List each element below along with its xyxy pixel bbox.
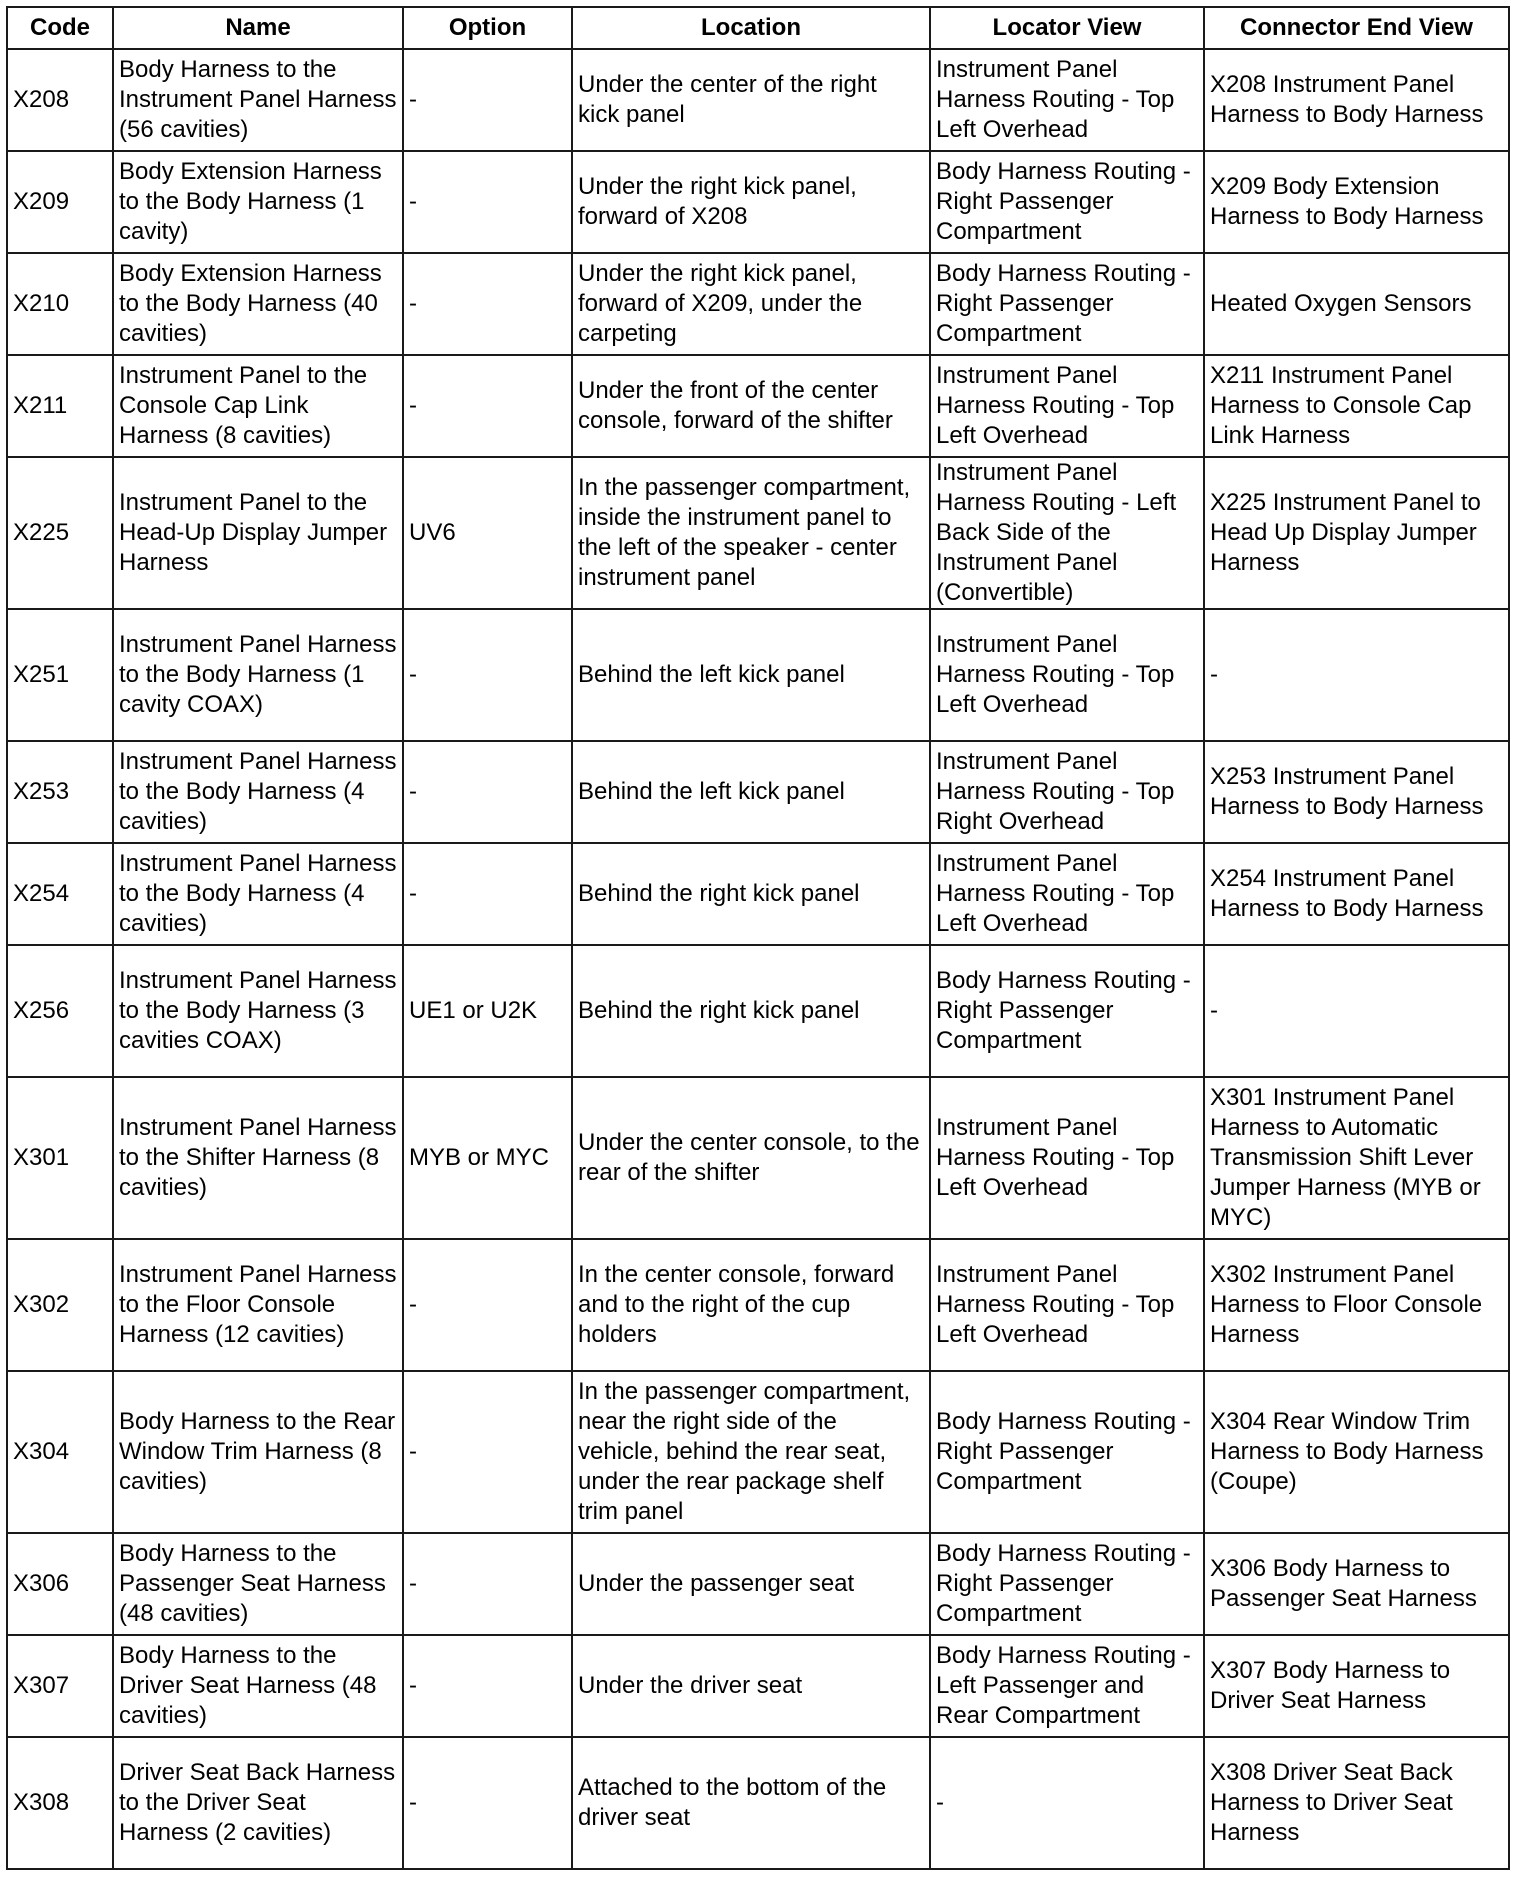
cell-name: Instrument Panel Harness to the Body Harness (1 cavity COAX) bbox=[113, 609, 403, 741]
cell-name: Body Harness to the Rear Window Trim Harness (8 cavities) bbox=[113, 1371, 403, 1533]
cell-option: - bbox=[403, 1371, 572, 1533]
cell-locator-view: Instrument Panel Harness Routing - Left Back Side of the Instrument Panel (Convertible) bbox=[930, 457, 1204, 609]
cell-connector-end-view: X225 Instrument Panel to Head Up Display Jumper Harness bbox=[1204, 457, 1509, 609]
cell-connector-end-view: X301 Instrument Panel Harness to Automatic Transmission Shift Lever Jumper Harness (MYB or MYC) bbox=[1204, 1077, 1509, 1239]
cell-code: X253 bbox=[7, 741, 113, 843]
cell-location: Behind the left kick panel bbox=[572, 741, 930, 843]
cell-option: - bbox=[403, 355, 572, 457]
cell-locator-view: Body Harness Routing - Right Passenger Compartment bbox=[930, 945, 1204, 1077]
table-row bbox=[7, 355, 1509, 457]
cell-location: Under the passenger seat bbox=[572, 1533, 930, 1635]
cell-name: Instrument Panel Harness to the Body Harness (3 cavities COAX) bbox=[113, 945, 403, 1077]
cell-code: X251 bbox=[7, 609, 113, 741]
cell-option: - bbox=[403, 253, 572, 355]
cell-locator-view: - bbox=[930, 1737, 1204, 1869]
cell-connector-end-view: X307 Body Harness to Driver Seat Harness bbox=[1204, 1635, 1509, 1737]
table-row bbox=[7, 1635, 1509, 1737]
cell-option: UE1 or U2K bbox=[403, 945, 572, 1077]
cell-code: X208 bbox=[7, 49, 113, 151]
cell-code: X308 bbox=[7, 1737, 113, 1869]
table-row bbox=[7, 609, 1509, 741]
table-row bbox=[7, 253, 1509, 355]
table-row bbox=[7, 1371, 1509, 1533]
cell-name: Body Harness to the Driver Seat Harness (48 cavities) bbox=[113, 1635, 403, 1737]
cell-option: - bbox=[403, 609, 572, 741]
cell-connector-end-view: X253 Instrument Panel Harness to Body Harness bbox=[1204, 741, 1509, 843]
cell-code: X211 bbox=[7, 355, 113, 457]
cell-location: Behind the right kick panel bbox=[572, 843, 930, 945]
cell-locator-view: Body Harness Routing - Right Passenger Compartment bbox=[930, 1533, 1204, 1635]
cell-connector-end-view: - bbox=[1204, 945, 1509, 1077]
cell-location: Under the center console, to the rear of the shifter bbox=[572, 1077, 930, 1239]
cell-locator-view: Body Harness Routing - Right Passenger Compartment bbox=[930, 253, 1204, 355]
cell-connector-end-view: X211 Instrument Panel Harness to Console Cap Link Harness bbox=[1204, 355, 1509, 457]
header-connector-end-view: Connector End View bbox=[1204, 7, 1509, 49]
table-body bbox=[7, 49, 1509, 1869]
header-code: Code bbox=[7, 7, 113, 49]
cell-connector-end-view: X302 Instrument Panel Harness to Floor Console Harness bbox=[1204, 1239, 1509, 1371]
cell-name: Instrument Panel Harness to the Body Harness (4 cavities) bbox=[113, 843, 403, 945]
cell-code: X225 bbox=[7, 457, 113, 609]
cell-name: Body Harness to the Instrument Panel Harness (56 cavities) bbox=[113, 49, 403, 151]
cell-connector-end-view: X306 Body Harness to Passenger Seat Harness bbox=[1204, 1533, 1509, 1635]
cell-location: Under the center of the right kick panel bbox=[572, 49, 930, 151]
cell-connector-end-view: X208 Instrument Panel Harness to Body Harness bbox=[1204, 49, 1509, 151]
cell-name: Instrument Panel to the Head-Up Display Jumper Harness bbox=[113, 457, 403, 609]
cell-location: Under the driver seat bbox=[572, 1635, 930, 1737]
table-row bbox=[7, 49, 1509, 151]
header-option: Option bbox=[403, 7, 572, 49]
cell-option: - bbox=[403, 843, 572, 945]
cell-location: Under the right kick panel, forward of X208 bbox=[572, 151, 930, 253]
cell-option: - bbox=[403, 49, 572, 151]
cell-code: X302 bbox=[7, 1239, 113, 1371]
cell-name: Body Extension Harness to the Body Harness (1 cavity) bbox=[113, 151, 403, 253]
cell-location: In the passenger compartment, inside the instrument panel to the left of the speaker - center instrument panel bbox=[572, 457, 930, 609]
cell-option: - bbox=[403, 1737, 572, 1869]
cell-code: X254 bbox=[7, 843, 113, 945]
table-row bbox=[7, 1737, 1509, 1869]
cell-location: In the center console, forward and to the right of the cup holders bbox=[572, 1239, 930, 1371]
cell-locator-view: Body Harness Routing - Right Passenger Compartment bbox=[930, 1371, 1204, 1533]
cell-name: Instrument Panel Harness to the Shifter Harness (8 cavities) bbox=[113, 1077, 403, 1239]
cell-option: - bbox=[403, 1239, 572, 1371]
cell-location: Under the front of the center console, forward of the shifter bbox=[572, 355, 930, 457]
table-row bbox=[7, 1533, 1509, 1635]
cell-connector-end-view: X254 Instrument Panel Harness to Body Harness bbox=[1204, 843, 1509, 945]
cell-locator-view: Instrument Panel Harness Routing - Top Left Overhead bbox=[930, 49, 1204, 151]
header-name: Name bbox=[113, 7, 403, 49]
cell-name: Driver Seat Back Harness to the Driver Seat Harness (2 cavities) bbox=[113, 1737, 403, 1869]
table-row bbox=[7, 1077, 1509, 1239]
table-row bbox=[7, 741, 1509, 843]
cell-location: Behind the right kick panel bbox=[572, 945, 930, 1077]
cell-locator-view: Body Harness Routing - Left Passenger and Rear Compartment bbox=[930, 1635, 1204, 1737]
cell-connector-end-view: X308 Driver Seat Back Harness to Driver Seat Harness bbox=[1204, 1737, 1509, 1869]
cell-code: X306 bbox=[7, 1533, 113, 1635]
cell-code: X256 bbox=[7, 945, 113, 1077]
cell-code: X304 bbox=[7, 1371, 113, 1533]
table-row bbox=[7, 945, 1509, 1077]
header-row bbox=[7, 7, 1509, 49]
cell-code: X307 bbox=[7, 1635, 113, 1737]
cell-option: - bbox=[403, 1635, 572, 1737]
cell-option: MYB or MYC bbox=[403, 1077, 572, 1239]
cell-code: X210 bbox=[7, 253, 113, 355]
cell-option: - bbox=[403, 741, 572, 843]
cell-locator-view: Instrument Panel Harness Routing - Top Left Overhead bbox=[930, 1077, 1204, 1239]
cell-location: Attached to the bottom of the driver seat bbox=[572, 1737, 930, 1869]
connector-table bbox=[6, 6, 1510, 1870]
cell-connector-end-view: X209 Body Extension Harness to Body Harness bbox=[1204, 151, 1509, 253]
cell-locator-view: Instrument Panel Harness Routing - Top Left Overhead bbox=[930, 609, 1204, 741]
cell-name: Body Harness to the Passenger Seat Harness (48 cavities) bbox=[113, 1533, 403, 1635]
cell-name: Instrument Panel Harness to the Body Harness (4 cavities) bbox=[113, 741, 403, 843]
cell-location: Behind the left kick panel bbox=[572, 609, 930, 741]
cell-locator-view: Instrument Panel Harness Routing - Top Left Overhead bbox=[930, 355, 1204, 457]
cell-connector-end-view: - bbox=[1204, 609, 1509, 741]
table-row bbox=[7, 1239, 1509, 1371]
header-locator-view: Locator View bbox=[930, 7, 1204, 49]
cell-location: In the passenger compartment, near the right side of the vehicle, behind the rear seat, under the rear package shelf trim panel bbox=[572, 1371, 930, 1533]
cell-name: Instrument Panel Harness to the Floor Console Harness (12 cavities) bbox=[113, 1239, 403, 1371]
cell-connector-end-view: X304 Rear Window Trim Harness to Body Harness (Coupe) bbox=[1204, 1371, 1509, 1533]
table-row bbox=[7, 843, 1509, 945]
cell-name: Instrument Panel to the Console Cap Link Harness (8 cavities) bbox=[113, 355, 403, 457]
cell-locator-view: Instrument Panel Harness Routing - Top Right Overhead bbox=[930, 741, 1204, 843]
cell-location: Under the right kick panel, forward of X209, under the carpeting bbox=[572, 253, 930, 355]
cell-locator-view: Instrument Panel Harness Routing - Top Left Overhead bbox=[930, 843, 1204, 945]
cell-code: X301 bbox=[7, 1077, 113, 1239]
header-location: Location bbox=[572, 7, 930, 49]
cell-connector-end-view: Heated Oxygen Sensors bbox=[1204, 253, 1509, 355]
cell-locator-view: Body Harness Routing - Right Passenger Compartment bbox=[930, 151, 1204, 253]
table-row bbox=[7, 457, 1509, 609]
cell-name: Body Extension Harness to the Body Harness (40 cavities) bbox=[113, 253, 403, 355]
table-row bbox=[7, 151, 1509, 253]
cell-option: UV6 bbox=[403, 457, 572, 609]
cell-code: X209 bbox=[7, 151, 113, 253]
cell-option: - bbox=[403, 1533, 572, 1635]
cell-locator-view: Instrument Panel Harness Routing - Top Left Overhead bbox=[930, 1239, 1204, 1371]
cell-option: - bbox=[403, 151, 572, 253]
